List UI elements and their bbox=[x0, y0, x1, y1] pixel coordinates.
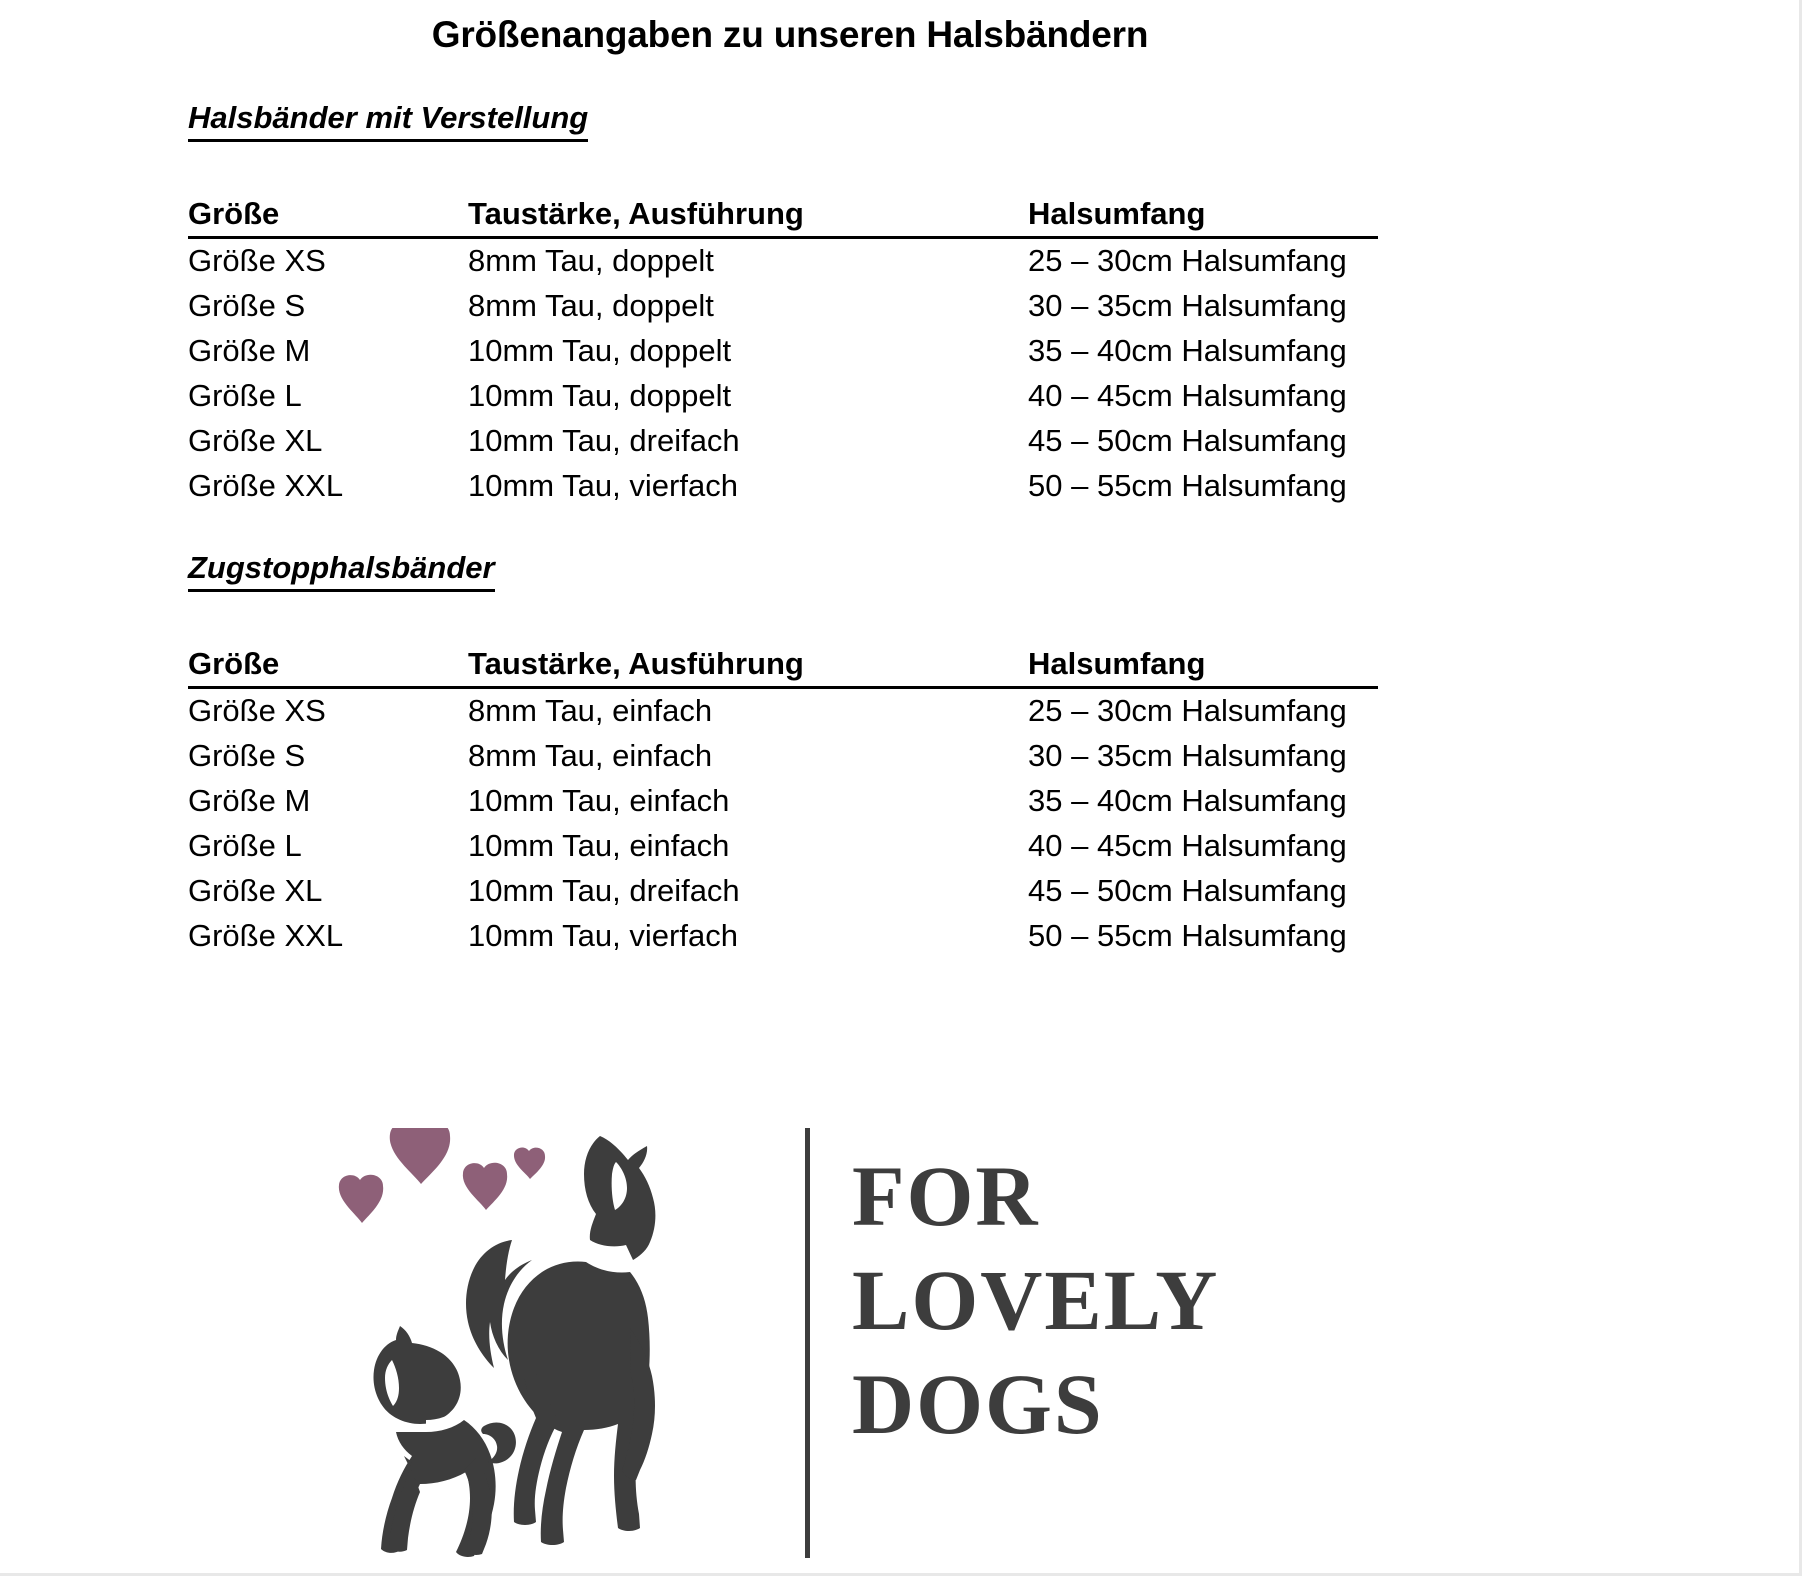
logo-word-lovely: LOVELY bbox=[852, 1252, 1220, 1348]
cell-taustaerke: 8mm Tau, einfach bbox=[468, 738, 713, 773]
cell-groesse: Größe S bbox=[188, 738, 306, 773]
table-row bbox=[188, 914, 1378, 959]
column-header-halsumfang: Halsumfang bbox=[1028, 646, 1206, 681]
cell-halsumfang: 35 – 40cm Halsumfang bbox=[1028, 783, 1347, 818]
cell-groesse: Größe XL bbox=[188, 423, 323, 458]
table-header-row bbox=[188, 192, 1378, 239]
column-header-halsumfang: Halsumfang bbox=[1028, 196, 1206, 231]
cell-groesse: Größe L bbox=[188, 828, 302, 863]
cell-groesse: Größe XXL bbox=[188, 918, 344, 953]
size-table-zugstopp bbox=[188, 642, 1378, 959]
cell-halsumfang: 50 – 55cm Halsumfang bbox=[1028, 468, 1347, 503]
cell-groesse: Größe L bbox=[188, 378, 302, 413]
column-header-taustaerke: Taustärke, Ausführung bbox=[468, 196, 804, 231]
table-row bbox=[188, 869, 1378, 914]
cell-taustaerke: 10mm Tau, dreifach bbox=[468, 873, 740, 908]
logo-word-dogs: DOGS bbox=[852, 1356, 1104, 1452]
cell-groesse: Größe M bbox=[188, 333, 311, 368]
brand-logo bbox=[300, 1128, 1260, 1568]
table-row bbox=[188, 779, 1378, 824]
table-header-row bbox=[188, 642, 1378, 689]
cell-halsumfang: 30 – 35cm Halsumfang bbox=[1028, 288, 1347, 323]
small-dog-silhouette bbox=[373, 1326, 515, 1557]
column-header-groesse: Größe bbox=[188, 646, 280, 681]
cell-halsumfang: 25 – 30cm Halsumfang bbox=[1028, 243, 1347, 278]
cell-halsumfang: 35 – 40cm Halsumfang bbox=[1028, 333, 1347, 368]
page-title: Größenangaben zu unseren Halsbändern bbox=[431, 14, 1149, 55]
column-header-groesse: Größe bbox=[188, 196, 280, 231]
section-heading-zugstopp bbox=[188, 550, 495, 592]
section-heading-verstellung-label: Halsbänder mit Verstellung bbox=[188, 100, 588, 142]
cell-groesse: Größe XL bbox=[188, 873, 323, 908]
table-row bbox=[188, 689, 1378, 734]
logo-divider bbox=[805, 1128, 810, 1558]
section-heading-verstellung bbox=[188, 100, 588, 142]
cell-halsumfang: 30 – 35cm Halsumfang bbox=[1028, 738, 1347, 773]
cell-halsumfang: 40 – 45cm Halsumfang bbox=[1028, 378, 1347, 413]
hearts-group bbox=[339, 1128, 545, 1223]
table-row bbox=[188, 284, 1378, 329]
cell-groesse: Größe M bbox=[188, 783, 311, 818]
two-dogs-with-hearts-icon bbox=[300, 1128, 860, 1568]
column-header-taustaerke: Taustärke, Ausführung bbox=[468, 646, 804, 681]
table-row bbox=[188, 374, 1378, 419]
cell-taustaerke: 10mm Tau, doppelt bbox=[468, 378, 732, 413]
logo-wordmark bbox=[852, 1144, 1219, 1456]
size-table-verstellung bbox=[188, 192, 1378, 509]
cell-taustaerke: 10mm Tau, vierfach bbox=[468, 468, 738, 503]
cell-taustaerke: 10mm Tau, einfach bbox=[468, 783, 730, 818]
cell-taustaerke: 10mm Tau, einfach bbox=[468, 828, 730, 863]
cell-halsumfang: 45 – 50cm Halsumfang bbox=[1028, 873, 1347, 908]
table-row bbox=[188, 464, 1378, 509]
table-row bbox=[188, 824, 1378, 869]
logo-word-for: FOR bbox=[852, 1148, 1040, 1244]
table-row bbox=[188, 239, 1378, 284]
cell-groesse: Größe XXL bbox=[188, 468, 344, 503]
cell-halsumfang: 25 – 30cm Halsumfang bbox=[1028, 693, 1347, 728]
cell-groesse: Größe XS bbox=[188, 693, 326, 728]
cell-groesse: Größe S bbox=[188, 288, 306, 323]
cell-halsumfang: 45 – 50cm Halsumfang bbox=[1028, 423, 1347, 458]
cell-taustaerke: 8mm Tau, doppelt bbox=[468, 288, 714, 323]
table-row bbox=[188, 734, 1378, 779]
cell-taustaerke: 8mm Tau, doppelt bbox=[468, 243, 714, 278]
cell-taustaerke: 8mm Tau, einfach bbox=[468, 693, 713, 728]
cell-halsumfang: 50 – 55cm Halsumfang bbox=[1028, 918, 1347, 953]
table-row bbox=[188, 329, 1378, 374]
cell-taustaerke: 10mm Tau, dreifach bbox=[468, 423, 740, 458]
cell-taustaerke: 10mm Tau, vierfach bbox=[468, 918, 738, 953]
section-heading-zugstopp-label: Zugstopphalsbänder bbox=[188, 550, 495, 592]
table-row bbox=[188, 419, 1378, 464]
cell-groesse: Größe XS bbox=[188, 243, 326, 278]
cell-taustaerke: 10mm Tau, doppelt bbox=[468, 333, 732, 368]
cell-halsumfang: 40 – 45cm Halsumfang bbox=[1028, 828, 1347, 863]
